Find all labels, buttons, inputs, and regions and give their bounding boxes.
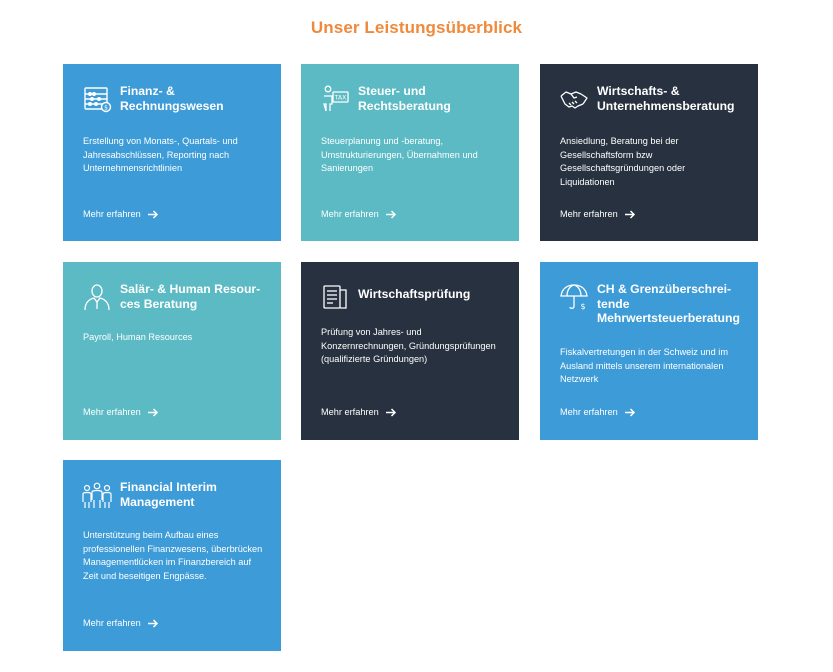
svg-text:$: $ bbox=[104, 104, 108, 112]
abacus-icon bbox=[82, 84, 112, 114]
mehr-erfahren-link[interactable] bbox=[321, 209, 397, 219]
link-label: Mehr erfahren bbox=[321, 209, 379, 219]
service-card-salaer-hr[interactable] bbox=[63, 262, 281, 440]
card-description: Erstellung von Monats-, Quartals- und Jahresabschlüssen, Reporting nach Unternehmensrichtlinien bbox=[83, 136, 238, 174]
card-description: Unterstützung beim Aufbau eines professionellen Finanzwesens, überbrücken Managementlücken im Finanzbereich auf Zeit und beseitigen Engpässe. bbox=[83, 530, 263, 581]
svg-text:$: $ bbox=[580, 302, 586, 311]
section-title: Unser Leistungsüberblick bbox=[310, 18, 523, 37]
mehr-erfahren-link[interactable] bbox=[83, 618, 159, 628]
umbrella-icon bbox=[559, 282, 589, 312]
tax-icon bbox=[320, 84, 350, 114]
service-card-finanz[interactable] bbox=[63, 64, 281, 241]
arrow-right-icon bbox=[147, 408, 159, 417]
card-description: Ansiedlung, Beratung bei der Gesellschaftsform bzw Gesellschaftsgründungen oder Liquidationen bbox=[560, 136, 686, 187]
team-icon bbox=[82, 480, 112, 510]
arrow-right-icon bbox=[624, 210, 636, 219]
document-icon bbox=[320, 282, 350, 312]
link-label: Mehr erfahren bbox=[83, 407, 141, 417]
service-card-mwst[interactable] bbox=[540, 262, 758, 440]
mehr-erfahren-link[interactable] bbox=[321, 407, 397, 417]
svg-text:TAX: TAX bbox=[334, 94, 347, 102]
handshake-icon bbox=[559, 84, 589, 114]
card-title: Financial Interim Management bbox=[120, 480, 217, 509]
service-card-wirtschaft[interactable] bbox=[540, 64, 758, 241]
mehr-erfahren-link[interactable] bbox=[560, 407, 636, 417]
link-label: Mehr erfahren bbox=[560, 209, 618, 219]
card-title: Steuer- und Rechtsberatung bbox=[358, 84, 451, 113]
mehr-erfahren-link[interactable] bbox=[560, 209, 636, 219]
mehr-erfahren-link[interactable] bbox=[83, 209, 159, 219]
card-title: Salär- & Human Resour- ces Beratung bbox=[120, 282, 261, 311]
arrow-right-icon bbox=[624, 408, 636, 417]
service-card-wirtschaftspruefung[interactable] bbox=[301, 262, 519, 440]
card-description: Steuerplanung und -beratung, Umstrukturierungen, Übernahmen und Sanierungen bbox=[321, 136, 478, 174]
mehr-erfahren-link[interactable] bbox=[83, 407, 159, 417]
link-label: Mehr erfahren bbox=[83, 209, 141, 219]
card-title: Wirtschafts- & Unternehmensberatung bbox=[597, 84, 735, 113]
arrow-right-icon bbox=[147, 210, 159, 219]
card-description: Fiskalvertretungen in der Schweiz und im Ausland mittels unserem internationalen Netzwerk bbox=[560, 347, 729, 385]
arrow-right-icon bbox=[147, 619, 159, 628]
link-label: Mehr erfahren bbox=[321, 407, 379, 417]
card-description: Payroll, Human Resources bbox=[83, 332, 193, 342]
card-description: Prüfung von Jahres- und Konzernrechnungen, Gründungsprüfungen (qualifizierte Gründungen) bbox=[321, 327, 496, 365]
service-card-interim[interactable] bbox=[63, 460, 281, 651]
card-title: Wirtschaftsprüfung bbox=[358, 287, 471, 301]
service-card-steuer[interactable] bbox=[301, 64, 519, 241]
link-label: Mehr erfahren bbox=[83, 618, 141, 628]
arrow-right-icon bbox=[385, 408, 397, 417]
link-label: Mehr erfahren bbox=[560, 407, 618, 417]
person-icon bbox=[82, 282, 112, 312]
card-title: Finanz- & Rechnungswesen bbox=[120, 84, 224, 113]
card-title: CH & Grenzüberschrei- tende Mehrwertsteuerberatung bbox=[597, 282, 740, 325]
arrow-right-icon bbox=[385, 210, 397, 219]
